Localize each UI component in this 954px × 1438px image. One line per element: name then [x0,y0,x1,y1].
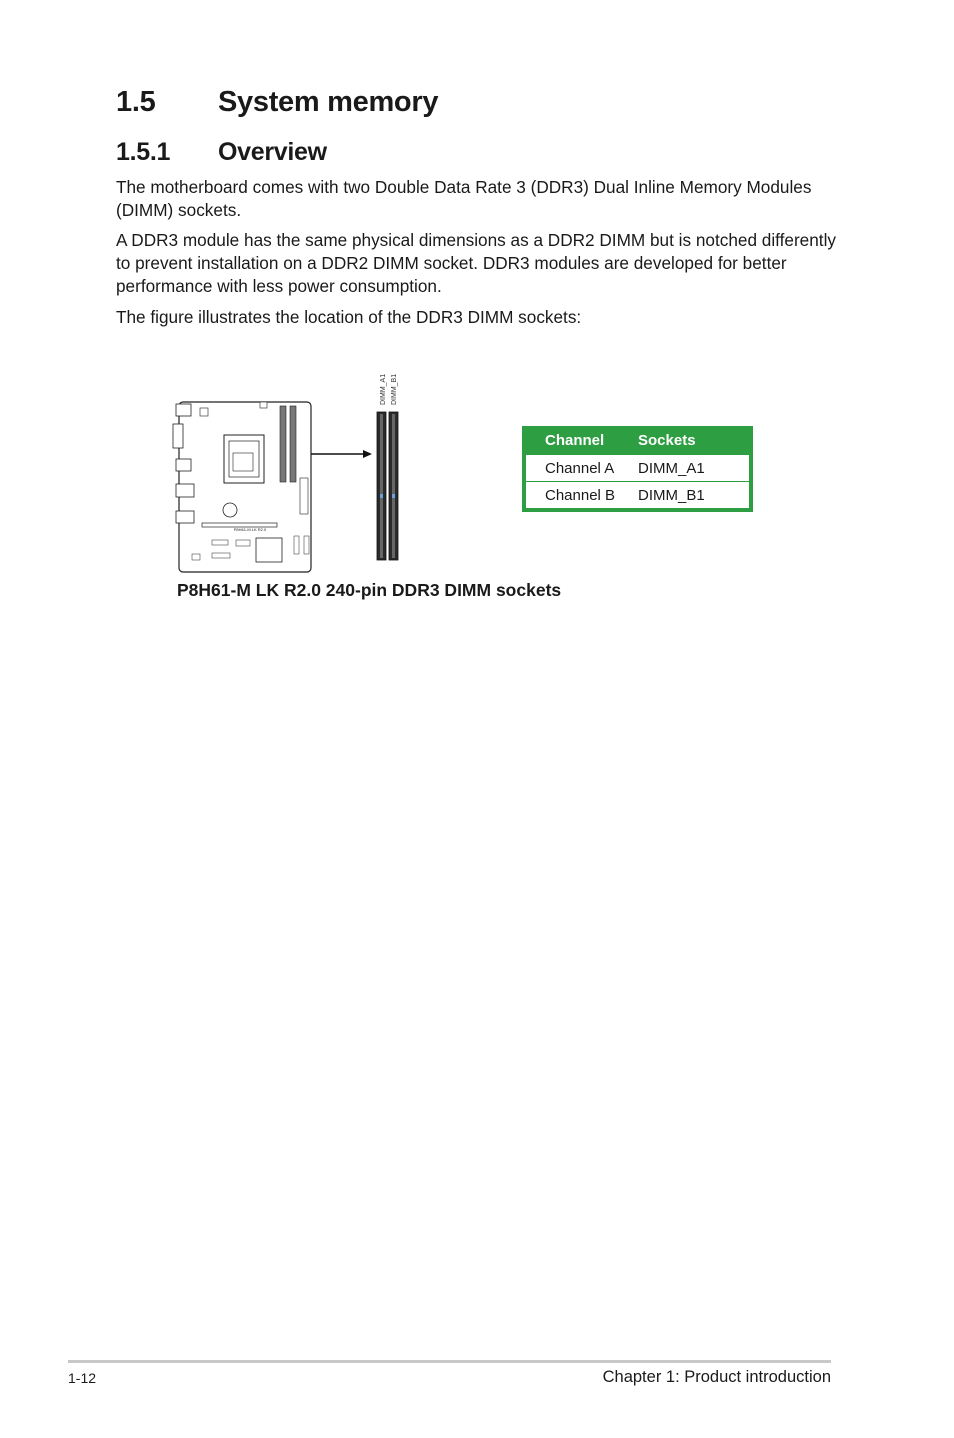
dimm-socket-b1 [389,412,398,560]
section-heading [116,86,438,119]
board-label: P8H61-M LK R2.0 [233,527,267,532]
chapter-title: Chapter 1: Product introduction [602,1368,831,1386]
paragraph-figure-intro: The figure illustrates the location of the DDR3 DIMM sockets: [116,307,582,327]
section-number: 1.5 [116,86,156,118]
dimm-b1-label: DIMM_B1 [391,373,398,405]
paragraph-ddr3: A DDR3 module has the same physical dimensions as a DDR2 DIMM but is notched differently to prevent installation on a DDR2 DIMM socket. DDR3 modules are developed for better performance with less power consumption. [116,230,836,296]
figure-caption: P8H61-M LK R2.0 240-pin DDR3 DIMM sockets [177,580,562,600]
subsection-number: 1.5.1 [116,138,171,166]
page-number: 1-12 [68,1370,97,1386]
cell-channel: Channel B [545,486,616,504]
pointer-arrow [311,450,372,458]
dimm-a1-label: DIMM_A1 [380,373,387,405]
header-channel: Channel [545,431,605,449]
subsection-title: Overview [218,138,327,166]
cell-channel: Channel A [545,459,615,477]
table-row [526,481,749,508]
dimm-socket-a1 [377,412,386,560]
cell-socket: DIMM_B1 [638,486,705,504]
cell-socket: DIMM_A1 [638,459,705,477]
footer-divider [68,1360,831,1363]
subsection-heading [116,138,327,167]
table-row [526,454,749,481]
header-sockets: Sockets [638,431,696,449]
paragraph-intro: The motherboard comes with two Double Data Rate 3 (DDR3) Dual Inline Memory Modules (DIMM) sockets. [116,177,812,220]
motherboard-outline [173,402,311,572]
section-title: System memory [218,86,439,118]
channel-sockets-table [522,426,753,512]
dimm-location-diagram [160,360,420,575]
table-header [526,426,749,454]
